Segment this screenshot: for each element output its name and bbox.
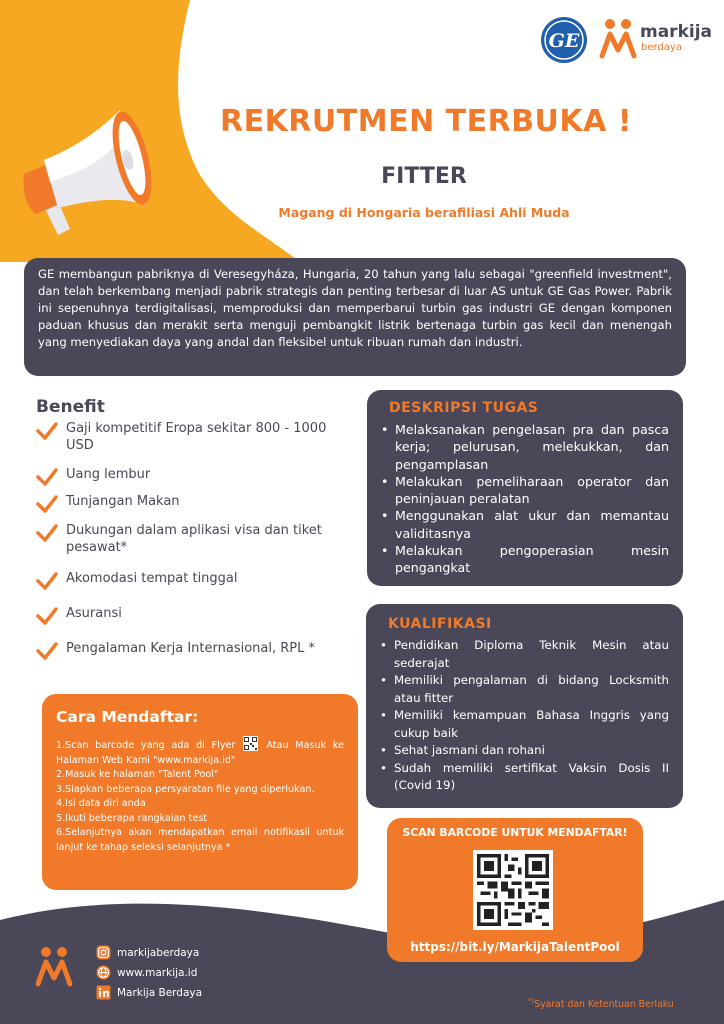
instagram-link[interactable] — [96, 945, 199, 960]
list-item: • Pendidikan Diploma Teknik Mesin atau sederajat — [380, 637, 669, 672]
check-icon — [36, 495, 58, 513]
qr-code-icon — [477, 854, 549, 926]
qualification-title: KUALIFIKASI — [388, 616, 492, 632]
linkedin-name: Markija Berdaya — [117, 986, 203, 999]
list-item: • Memiliki pengalaman di bidang Locksmith atau fitter — [380, 672, 669, 707]
benefit-label: Pengalaman Kerja Internasional, RPL * — [66, 641, 315, 656]
brand-name: markija — [640, 22, 713, 42]
linkedin-link[interactable] — [96, 985, 202, 1000]
list-item: • Melakukan pengoperasian mesin pengangkat — [381, 542, 669, 577]
intro-box — [24, 258, 686, 376]
website-url: www.markija.id — [117, 966, 198, 979]
benefit-list — [36, 420, 336, 657]
ge-logo — [540, 16, 588, 64]
scan-barcode-card — [387, 818, 643, 962]
job-description-card — [367, 390, 683, 586]
instagram-icon — [96, 945, 111, 960]
job-description-title: DESKRIPSI TUGAS — [389, 400, 539, 416]
benefit-item — [36, 522, 336, 556]
list-item: • Melaksanakan pengelasan pra dan pasca kerja; pelurusan, melekukkan, dan pengamplasan — [381, 421, 669, 473]
list-item: • Menggunakan alat ukur dan memantau validitasnya — [381, 507, 669, 542]
job-description-list — [381, 421, 669, 577]
check-icon — [36, 642, 58, 660]
brand-sub: berdaya — [641, 42, 682, 53]
register-step: 3.Siapkan beberapa persyaratan file yang diperlukan. — [56, 783, 315, 795]
how-to-register-title: Cara Mendaftar: — [56, 708, 199, 726]
qr-code-icon — [243, 736, 258, 751]
linkedin-icon — [96, 985, 111, 1000]
markija-logo-icon — [34, 944, 74, 992]
how-to-register-card — [42, 694, 358, 890]
benefit-label: Asuransi — [66, 606, 122, 621]
markija-logo-icon — [598, 16, 638, 64]
register-step: 6.Selanjutnya akan mendapatkan email notifikasii untuk lanjut ke tahap seleksi selanjutnya * — [56, 827, 344, 853]
benefit-label: Gaji kompetitif Eropa sekitar 800 - 1000 USD — [66, 421, 327, 453]
scan-title: SCAN BARCODE UNTUK MENDAFTAR! — [402, 826, 628, 839]
benefit-label: Akomodasi tempat tinggal — [66, 571, 238, 586]
markija-logo — [598, 16, 718, 64]
register-step: 4.Isi data diri anda — [56, 798, 146, 809]
list-item: • Melakukan pemeliharaan operator dan peninjauan peralatan — [381, 473, 669, 508]
check-icon — [36, 607, 58, 625]
list-item: • Memiliki kemampuan Bahasa Inggris yang cukup baik — [380, 707, 669, 742]
intro-text: GE membangun pabriknya di Veresegyháza, Hungaria, 20 tahun yang lalu sebagai "greenfield investment", dan telah berkembang menjadi pabrik strategis dan penting terbesar di luar AS untuk GE Gas Power. Pabrik ini sepenuhnya terdigitalisasi, memproduksi dan memperbarui turbin gas industri GE dengan komponen paduan khusus dan merakit serta menguji pembangkit listrik bertenaga turbin gas kecil dan menengah yang menyediakan daya yang andal dan fleksibel untuk ribuan rumah dan industri. — [38, 267, 672, 349]
benefit-item — [36, 605, 336, 622]
registration-link[interactable]: https://bit.ly/MarkijaTalentPool — [410, 940, 620, 954]
page-title: REKRUTMEN TERBUKA ! — [219, 104, 633, 139]
terms-footnote — [528, 997, 674, 1010]
check-icon — [36, 468, 58, 486]
register-step: 5.Ikuti beberapa rangkaian test — [56, 812, 207, 824]
list-item: • Sehat jasmani dan rohani — [380, 742, 669, 760]
benefit-item — [36, 493, 336, 510]
register-step: 2.Masuk ke halaman "Talent Pool" — [56, 769, 219, 780]
list-item: • Sudah memiliki sertifikat Vaksin Dosis II (Covid 19) — [380, 760, 669, 795]
benefit-item — [36, 420, 336, 454]
footnote-mark: *) — [528, 997, 535, 1005]
check-icon — [36, 422, 58, 440]
footer-markija-logo — [34, 944, 74, 992]
benefit-label: Uang lembur — [66, 467, 151, 482]
benefit-label: Dukungan dalam aplikasi visa dan tiket pesawat* — [66, 523, 322, 555]
tagline: Magang di Hongaria berafiliasi Ahli Muda — [278, 205, 570, 220]
benefit-item — [36, 570, 336, 587]
check-icon — [36, 572, 58, 590]
qualification-card — [366, 604, 683, 808]
footnote-text: Syarat dan Ketentuan Berlaku — [534, 999, 674, 1011]
website-link[interactable] — [96, 965, 197, 980]
instagram-handle: markijaberdaya — [117, 946, 200, 959]
position-title: FITTER — [381, 164, 467, 189]
globe-icon — [96, 965, 111, 980]
register-step: 1.Scan barcode yang ada di Flyer Atau Masuk ke Halaman Web Kami "www.markija.id" — [56, 736, 344, 768]
register-steps — [56, 736, 344, 855]
svg-text:GE: GE — [548, 30, 580, 52]
benefit-item — [36, 466, 336, 483]
benefit-label: Tunjangan Makan — [66, 494, 180, 509]
check-icon — [36, 524, 58, 542]
qualification-list — [380, 637, 669, 795]
benefit-title: Benefit — [36, 397, 105, 417]
benefit-item — [36, 640, 336, 657]
qr-code[interactable] — [473, 850, 553, 930]
